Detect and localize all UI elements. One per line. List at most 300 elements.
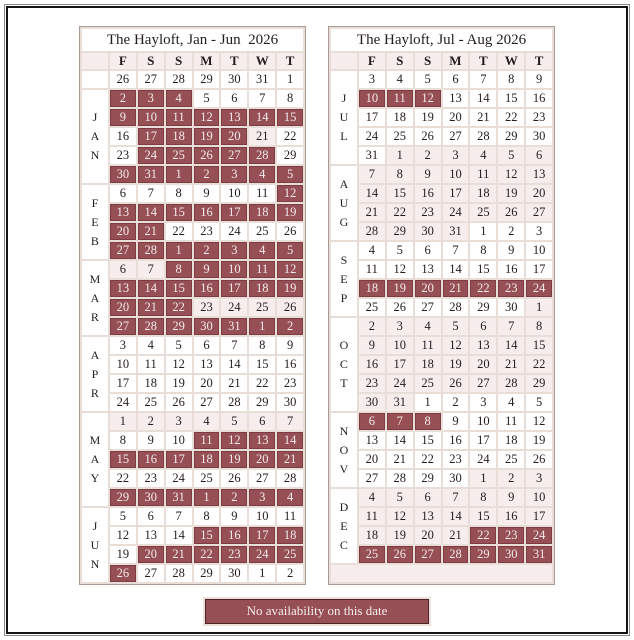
day-cell: 30: [526, 128, 552, 145]
day-cell: 5: [526, 394, 552, 411]
weekday-header: T: [526, 53, 552, 69]
day-cell: 17: [110, 375, 136, 392]
day-cell: 18: [249, 280, 275, 297]
day-cell: 23: [110, 147, 136, 164]
week-row: [82, 109, 303, 126]
month-letter: E: [340, 271, 348, 286]
day-cell: 1: [277, 71, 303, 88]
month-label-empty: [82, 71, 108, 88]
week-row: [331, 375, 552, 392]
day-cell: 18: [166, 128, 192, 145]
weekday-header: W: [249, 53, 275, 69]
day-cell: 21: [221, 375, 247, 392]
day-cell: 25: [249, 299, 275, 316]
day-cell: 15: [166, 280, 192, 297]
week-row: [331, 527, 552, 544]
day-cell: 13: [470, 337, 496, 354]
day-cell: 14: [221, 356, 247, 373]
day-cell: 7: [387, 413, 413, 430]
day-cell: 17: [138, 128, 164, 145]
day-cell: 15: [498, 90, 524, 107]
day-cell: 29: [498, 128, 524, 145]
day-cell: 2: [498, 223, 524, 240]
day-cell: 10: [526, 242, 552, 259]
weekday-header: T: [470, 53, 496, 69]
day-cell: 24: [249, 546, 275, 563]
day-cell: 9: [359, 337, 385, 354]
day-cell: 30: [110, 166, 136, 183]
week-row: [82, 90, 303, 107]
day-cell: 23: [277, 375, 303, 392]
day-cell: 4: [415, 318, 441, 335]
day-cell: 31: [359, 147, 385, 164]
day-cell: 4: [277, 489, 303, 506]
day-cell: 13: [194, 356, 220, 373]
day-cell: 28: [138, 242, 164, 259]
day-cell: 1: [249, 318, 275, 335]
week-row: [331, 242, 552, 259]
day-cell: 4: [249, 242, 275, 259]
week-row: [331, 204, 552, 221]
day-cell: 29: [194, 71, 220, 88]
week-row: [82, 280, 303, 297]
day-cell: 30: [221, 71, 247, 88]
day-cell: 20: [359, 451, 385, 468]
day-cell: 26: [110, 71, 136, 88]
day-cell: 14: [498, 337, 524, 354]
day-cell: 6: [249, 413, 275, 430]
day-cell: 10: [166, 432, 192, 449]
day-cell: 10: [138, 109, 164, 126]
day-cell: 4: [359, 242, 385, 259]
day-cell: 3: [221, 166, 247, 183]
day-cell: 26: [110, 565, 136, 582]
day-cell: 11: [194, 432, 220, 449]
month-label-nov: [331, 413, 357, 487]
day-cell: 17: [526, 261, 552, 278]
week-row: [82, 166, 303, 183]
day-cell: 13: [526, 166, 552, 183]
month-letter: S: [340, 252, 348, 267]
day-cell: 3: [470, 394, 496, 411]
week-row: [331, 128, 552, 145]
day-cell: 5: [277, 166, 303, 183]
day-cell: 23: [194, 223, 220, 240]
weekday-header: W: [498, 53, 524, 69]
week-row: [82, 356, 303, 373]
week-row: [331, 318, 552, 335]
day-cell: 29: [166, 318, 192, 335]
day-cell: 21: [498, 356, 524, 373]
day-cell: 19: [387, 280, 413, 297]
day-cell: 21: [443, 280, 469, 297]
day-cell: 22: [470, 527, 496, 544]
day-cell: 17: [166, 451, 192, 468]
day-cell: 22: [277, 128, 303, 145]
weekday-header-corner: [331, 53, 357, 69]
day-cell: 24: [221, 223, 247, 240]
day-cell: 1: [166, 166, 192, 183]
week-row: [82, 337, 303, 354]
day-cell: 10: [470, 413, 496, 430]
day-cell: 22: [498, 109, 524, 126]
day-cell: 6: [443, 71, 469, 88]
month-letter: U: [90, 537, 100, 552]
weekday-header: T: [221, 53, 247, 69]
page-border-outer: [4, 4, 630, 636]
day-cell: 2: [194, 166, 220, 183]
day-cell: 3: [443, 147, 469, 164]
day-cell: 11: [249, 185, 275, 202]
day-cell: 15: [110, 451, 136, 468]
week-row: [82, 527, 303, 544]
day-cell: 12: [221, 432, 247, 449]
day-cell: 12: [194, 109, 220, 126]
day-cell: 10: [443, 166, 469, 183]
day-cell: 10: [526, 489, 552, 506]
day-cell: 27: [110, 242, 136, 259]
month-letter: J: [341, 91, 347, 105]
day-cell: 22: [249, 375, 275, 392]
day-cell: 26: [387, 299, 413, 316]
day-cell: 20: [221, 128, 247, 145]
weekday-header: S: [387, 53, 413, 69]
day-cell: 6: [110, 261, 136, 278]
day-cell: 25: [277, 546, 303, 563]
day-cell: 2: [277, 318, 303, 335]
month-label-aug: [331, 166, 357, 240]
day-cell: 5: [110, 508, 136, 525]
month-letter: R: [90, 309, 99, 324]
month-letter: Y: [90, 471, 100, 485]
day-cell: 26: [277, 223, 303, 240]
day-cell: 1: [415, 394, 441, 411]
day-cell: 19: [498, 185, 524, 202]
day-cell: 30: [194, 318, 220, 335]
day-cell: 7: [138, 185, 164, 202]
day-cell: 3: [526, 223, 552, 240]
day-cell: 23: [526, 109, 552, 126]
month-label-oct: [331, 318, 357, 411]
day-cell: 16: [194, 204, 220, 221]
day-cell: 6: [415, 489, 441, 506]
month-label-jun: [82, 508, 108, 582]
day-cell: 4: [387, 71, 413, 88]
week-row: [82, 242, 303, 259]
day-cell: 31: [443, 223, 469, 240]
month-letter: G: [339, 214, 349, 229]
month-letter: A: [90, 290, 100, 305]
day-cell: 24: [443, 204, 469, 221]
day-cell: 19: [443, 356, 469, 373]
day-cell: 24: [221, 299, 247, 316]
day-cell: 30: [498, 299, 524, 316]
day-cell: 16: [443, 432, 469, 449]
day-cell: 6: [415, 242, 441, 259]
day-cell: 8: [387, 166, 413, 183]
day-cell: 12: [498, 166, 524, 183]
day-cell: 29: [277, 147, 303, 164]
week-row: [331, 71, 552, 88]
weekday-header: M: [194, 53, 220, 69]
day-cell: 2: [498, 470, 524, 487]
day-cell: 27: [415, 546, 441, 563]
day-cell: 23: [221, 546, 247, 563]
day-cell: 19: [277, 204, 303, 221]
day-cell: 25: [470, 204, 496, 221]
month-letter: A: [90, 129, 100, 143]
day-cell: 3: [526, 470, 552, 487]
availability-calendar-jul-dec: [328, 26, 555, 585]
day-cell: 19: [194, 128, 220, 145]
day-cell: 3: [166, 413, 192, 430]
day-cell: 8: [166, 261, 192, 278]
calendar-title: The Hayloft, Jan - Jun 2026: [82, 29, 303, 51]
day-cell: 27: [110, 318, 136, 335]
day-cell: 29: [249, 394, 275, 411]
day-cell: 16: [277, 356, 303, 373]
day-cell: 26: [387, 546, 413, 563]
day-cell: 11: [277, 508, 303, 525]
day-cell: 7: [166, 508, 192, 525]
day-cell: 6: [138, 508, 164, 525]
day-cell: 12: [526, 413, 552, 430]
week-row: [82, 71, 303, 88]
day-cell: 24: [359, 128, 385, 145]
day-cell: 22: [526, 356, 552, 373]
day-cell: 18: [387, 109, 413, 126]
day-cell: 11: [387, 90, 413, 107]
day-cell: 18: [194, 451, 220, 468]
day-cell: 12: [166, 356, 192, 373]
day-cell: 2: [194, 242, 220, 259]
day-cell: 14: [138, 204, 164, 221]
day-cell: 10: [387, 337, 413, 354]
day-cell: 30: [498, 546, 524, 563]
day-cell: 22: [166, 299, 192, 316]
day-cell: 16: [498, 508, 524, 525]
day-cell: 23: [498, 280, 524, 297]
day-cell: 17: [359, 109, 385, 126]
weekday-header: S: [415, 53, 441, 69]
day-cell: 14: [470, 90, 496, 107]
day-cell: 1: [470, 470, 496, 487]
day-cell: 24: [110, 394, 136, 411]
day-cell: 7: [277, 413, 303, 430]
day-cell: 1: [110, 413, 136, 430]
day-cell: 28: [443, 299, 469, 316]
day-cell: 24: [166, 470, 192, 487]
day-cell: 4: [166, 90, 192, 107]
day-cell: 21: [470, 109, 496, 126]
day-cell: 28: [359, 223, 385, 240]
day-cell: 19: [526, 432, 552, 449]
day-cell: 26: [221, 470, 247, 487]
day-cell: 21: [387, 451, 413, 468]
day-cell: 15: [470, 508, 496, 525]
day-cell: 28: [277, 470, 303, 487]
day-cell: 13: [359, 432, 385, 449]
day-cell: 28: [498, 375, 524, 392]
calendar-title: The Hayloft, Jul - Aug 2026: [331, 29, 552, 51]
day-cell: 8: [498, 71, 524, 88]
day-cell: 29: [110, 489, 136, 506]
day-cell: 12: [277, 185, 303, 202]
day-cell: 20: [470, 356, 496, 373]
day-cell: 4: [249, 166, 275, 183]
day-cell: 20: [249, 451, 275, 468]
day-cell: 27: [138, 565, 164, 582]
week-row: [82, 451, 303, 468]
day-cell: 4: [194, 413, 220, 430]
month-letter: U: [339, 110, 349, 124]
month-label-apr: [82, 337, 108, 411]
day-cell: 6: [110, 185, 136, 202]
day-cell: 6: [470, 318, 496, 335]
day-cell: 10: [110, 356, 136, 373]
week-row: [331, 394, 552, 411]
day-cell: 9: [221, 508, 247, 525]
day-cell: 26: [526, 451, 552, 468]
day-cell: 27: [138, 71, 164, 88]
day-cell: 8: [110, 432, 136, 449]
month-letter: A: [90, 347, 100, 362]
day-cell: 4: [138, 337, 164, 354]
day-cell: 13: [110, 280, 136, 297]
week-row: [331, 90, 552, 107]
month-letter: C: [339, 537, 348, 552]
day-cell: 17: [443, 185, 469, 202]
day-cell: 29: [526, 375, 552, 392]
day-cell: 21: [249, 128, 275, 145]
day-cell: 1: [470, 223, 496, 240]
month-letter: D: [339, 499, 349, 514]
day-cell: 31: [526, 546, 552, 563]
day-cell: 22: [110, 470, 136, 487]
week-row: [82, 318, 303, 335]
day-cell: 12: [387, 261, 413, 278]
day-cell: 13: [110, 204, 136, 221]
week-row: [331, 432, 552, 449]
day-cell: 12: [443, 337, 469, 354]
day-cell: 20: [526, 185, 552, 202]
day-cell: 18: [249, 204, 275, 221]
day-cell: 7: [138, 261, 164, 278]
day-cell: 29: [415, 470, 441, 487]
week-row: [331, 337, 552, 354]
week-row: [82, 375, 303, 392]
day-cell: 18: [470, 185, 496, 202]
week-row: [331, 166, 552, 183]
day-cell: 13: [443, 90, 469, 107]
day-cell: 14: [138, 280, 164, 297]
day-cell: 5: [194, 90, 220, 107]
day-cell: 9: [526, 71, 552, 88]
day-cell: 27: [443, 128, 469, 145]
day-cell: 29: [470, 299, 496, 316]
day-cell: 9: [498, 242, 524, 259]
day-cell: 16: [526, 90, 552, 107]
calendar-panels: [8, 26, 626, 585]
day-cell: 8: [249, 337, 275, 354]
day-cell: 14: [387, 432, 413, 449]
day-cell: 14: [359, 185, 385, 202]
day-cell: 8: [470, 489, 496, 506]
day-cell: 20: [443, 109, 469, 126]
day-cell: 24: [387, 375, 413, 392]
day-cell: 1: [194, 489, 220, 506]
week-row: [82, 565, 303, 582]
day-cell: 11: [498, 413, 524, 430]
day-cell: 16: [194, 280, 220, 297]
day-cell: 1: [166, 242, 192, 259]
day-cell: 28: [166, 565, 192, 582]
day-cell: 15: [415, 432, 441, 449]
day-cell: 28: [443, 546, 469, 563]
day-cell: 15: [526, 337, 552, 354]
day-cell: 11: [359, 508, 385, 525]
week-row: [82, 394, 303, 411]
day-cell: 31: [221, 318, 247, 335]
week-row: [331, 280, 552, 297]
month-letter: U: [339, 195, 349, 210]
day-cell: 31: [387, 394, 413, 411]
week-row: [331, 413, 552, 430]
week-row: [82, 508, 303, 525]
day-cell: 21: [277, 451, 303, 468]
day-cell: 26: [194, 147, 220, 164]
month-label-dec: [331, 489, 357, 563]
day-cell: 7: [443, 489, 469, 506]
day-cell: 2: [221, 489, 247, 506]
day-cell: 1: [526, 299, 552, 316]
day-cell: 23: [443, 451, 469, 468]
day-cell: 7: [359, 166, 385, 183]
month-letter: N: [90, 556, 100, 571]
month-letter: B: [90, 233, 99, 248]
day-cell: 13: [249, 432, 275, 449]
day-cell: 9: [443, 413, 469, 430]
month-letter: O: [339, 338, 349, 352]
day-cell: 13: [415, 508, 441, 525]
day-cell: 5: [387, 489, 413, 506]
day-cell: 8: [277, 90, 303, 107]
day-cell: 13: [221, 109, 247, 126]
day-cell: 15: [194, 527, 220, 544]
day-cell: 25: [359, 299, 385, 316]
day-cell: 29: [470, 546, 496, 563]
day-cell: 20: [110, 299, 136, 316]
day-cell: 22: [194, 546, 220, 563]
day-cell: 15: [249, 356, 275, 373]
day-cell: 28: [138, 318, 164, 335]
month-letter: L: [340, 129, 348, 143]
day-cell: 16: [221, 527, 247, 544]
day-cell: 3: [110, 337, 136, 354]
day-cell: 27: [249, 470, 275, 487]
month-letter: R: [90, 385, 99, 400]
day-cell: 27: [359, 470, 385, 487]
day-cell: 11: [359, 261, 385, 278]
day-cell: 22: [166, 223, 192, 240]
day-cell: 23: [498, 527, 524, 544]
day-cell: 16: [498, 261, 524, 278]
month-letter: A: [90, 452, 100, 466]
day-cell: 15: [166, 204, 192, 221]
week-row: [331, 185, 552, 202]
day-cell: 2: [138, 413, 164, 430]
day-cell: 6: [221, 90, 247, 107]
